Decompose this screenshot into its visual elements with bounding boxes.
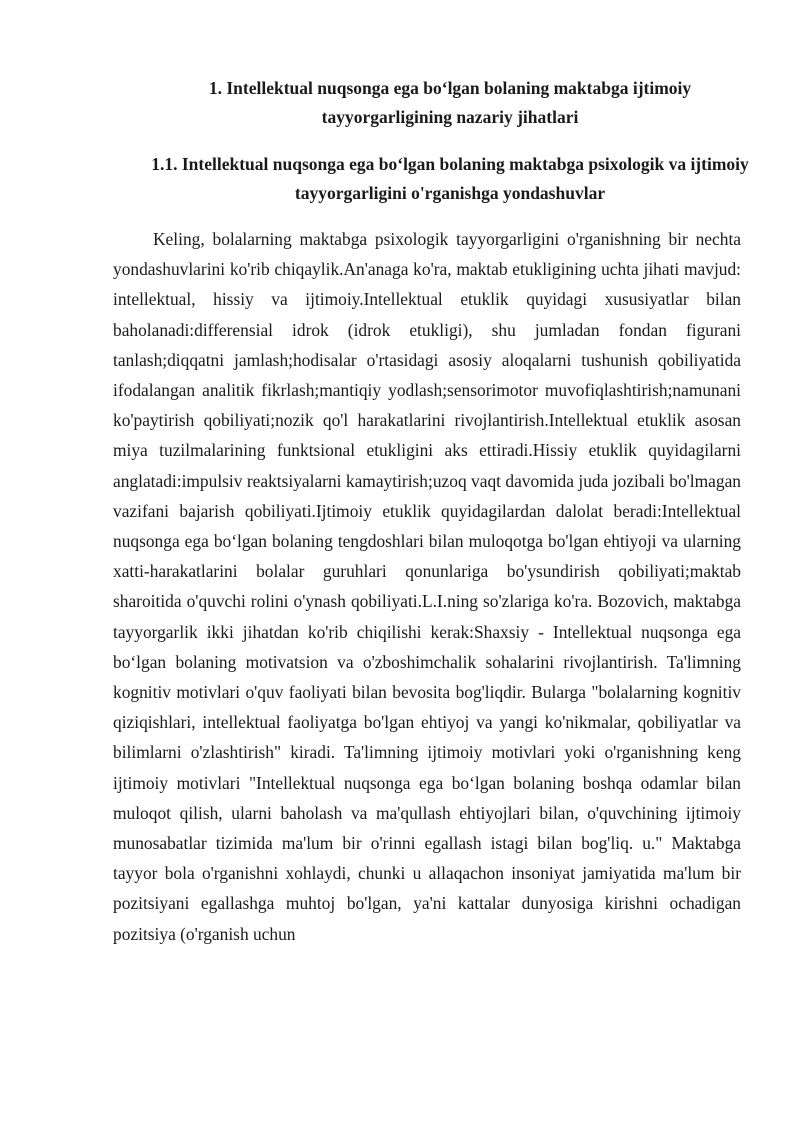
section-heading: 1. Intellektual nuqsonga ega bo‘lgan bolaning maktabga ijtimoiy tayyorgarligining nazariy jihatlari [208,78,692,127]
body-paragraph: Keling, bolalarning maktabga psixologik tayyorgarligini o'rganishning bir nechta yondashuvlarini ko'rib chiqaylik.An'anaga ko'ra, maktab etukligining uchta jihati mavjud: intellektual, hissiy va ijtimoiy.Intellektual etuklik quyidagi xususiyatlar bilan baholanadi:differensial idrok (idrok etukligi), shu jumladan fondan figurani tanlash;diqqatni jamlash;hodisalar o'rtasidagi asosiy aloqalarni tushunish qobiliyatida ifodalangan analitik fikrlash;mantiqiy yodlash;sensorimotor muvofiqlashtirish;namunani ko'paytirish qobiliyati;nozik qo'l harakatlarini rivojlantirish.Intellektual etuklik asosan miya tuzilmalarining funktsional etukligini aks ettiradi.Hissiy etuklik quyidagilarni anglatadi:impulsiv reaktsiyalarni kamaytirish;uzoq vaqt davomida juda jozibali bo'lmagan vazifani bajarish qobiliyati.Ijtimoiy etuklik quyidagilardan dalolat beradi:Intellektual nuqsonga ega bo‘lgan bolaning tengdoshlari bilan muloqotga bo'lgan ehtiyoji va ularning xatti-harakatlarini bolalar guruhlari qonunlariga bo'ysundirish qobiliyati;maktab sharoitida o'quvchi rolini o'ynash qobiliyati.L.I.ning so'zlariga ko'ra. Bozovich, maktabga tayyorgarlik ikki jihatdan ko'rib chiqilishi kerak:Shaxsiy - Intellektual nuqsonga ega bo‘lgan bolaning motivatsion va o'zboshimchalik sohalarini rivojlantirish. Ta'limning kognitiv motivlari o'quv faoliyati bilan bevosita bog'liqdir. Bularga "bolalarning kognitiv qiziqishlari, intellektual faoliyatga bo'lgan ehtiyoj va yangi ko'nikmalar, qobiliyatlar va bilimlarni o'zlashtirish" kiradi. Ta'limning ijtimoiy motivlari yoki o'rganishning keng ijtimoiy motivlari "Intellektual nuqsonga ega bo‘lgan bolaning boshqa odamlar bilan muloqot qilish, ularni baholash va ma'qullash ehtiyojlari bilan, o'quvchining ijtimoiy munosabatlar tizimida ma'lum bir o'rinni egallash istagi bilan bog'liq. u." Maktabga tayyor bola o'rganishni xohlaydi, chunki u allaqachon insoniyat jamiyatida ma'lum bir pozitsiyani egallashga muhtoj bo'lgan, ya'ni kattalar dunyosiga kirishni ochadigan pozitsiya (o'rganish uchun [113,229,741,944]
subsection-heading: 1.1. Intellektual nuqsonga ega bo‘lgan bolaning maktabga psixologik va ijtimoiy tayyorgarligini o'rganishga yondashuvlar [151,154,749,203]
